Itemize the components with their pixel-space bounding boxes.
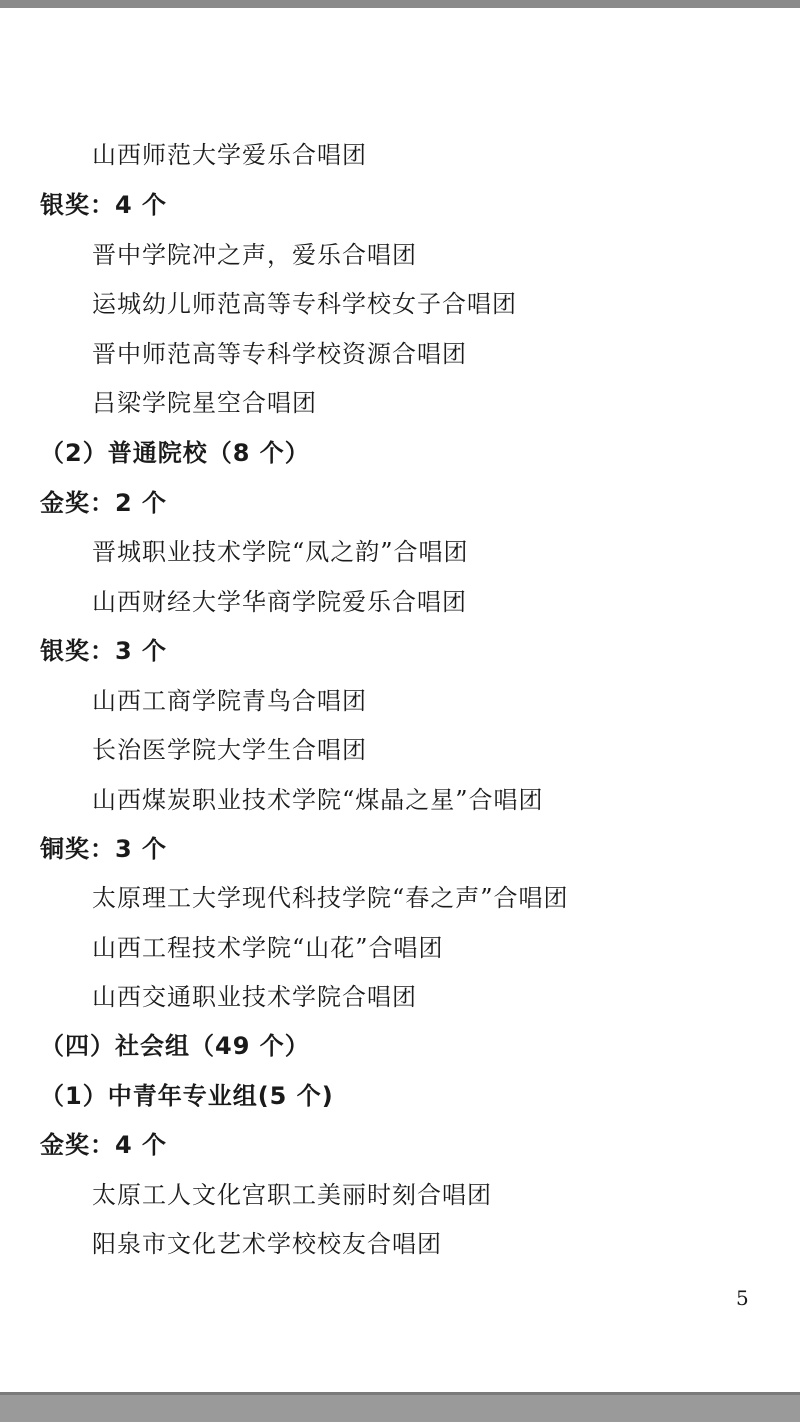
list-item: 阳泉市文化艺术学校校友合唱团 bbox=[92, 1230, 442, 1258]
list-item: 山西师范大学爱乐合唱团 bbox=[92, 141, 367, 169]
list-item: 长治医学院大学生合唱团 bbox=[92, 736, 367, 764]
section-heading-professional-group: （1）中青年专业组(5 个) bbox=[40, 1082, 334, 1110]
award-heading-gold: 金奖：4 个 bbox=[40, 1131, 168, 1159]
bottom-border-edge bbox=[0, 1392, 800, 1395]
award-heading-bronze: 铜奖：3 个 bbox=[40, 835, 168, 863]
list-item: 晋城职业技术学院“凤之韵”合唱团 bbox=[92, 538, 469, 566]
list-item: 吕梁学院星空合唱团 bbox=[92, 389, 317, 417]
bottom-border bbox=[0, 1392, 800, 1422]
top-border bbox=[0, 0, 800, 8]
page-number: 5 bbox=[736, 1286, 749, 1310]
list-item: 晋中学院冲之声，爱乐合唱团 bbox=[92, 241, 417, 269]
award-heading-silver: 银奖：3 个 bbox=[40, 637, 168, 665]
list-item: 山西工程技术学院“山花”合唱团 bbox=[92, 934, 444, 962]
list-item: 山西工商学院青鸟合唱团 bbox=[92, 687, 367, 715]
award-heading-gold: 金奖：2 个 bbox=[40, 489, 168, 517]
award-heading-silver: 银奖：4 个 bbox=[40, 191, 168, 219]
list-item: 山西财经大学华商学院爱乐合唱团 bbox=[92, 588, 467, 616]
list-item: 太原理工大学现代科技学院“春之声”合唱团 bbox=[92, 884, 569, 912]
list-item: 山西交通职业技术学院合唱团 bbox=[92, 983, 417, 1011]
list-item: 运城幼儿师范高等专科学校女子合唱团 bbox=[92, 290, 517, 318]
list-item: 山西煤炭职业技术学院“煤晶之星”合唱团 bbox=[92, 786, 544, 814]
section-heading-regular-colleges: （2）普通院校（8 个） bbox=[40, 439, 310, 467]
list-item: 太原工人文化宫职工美丽时刻合唱团 bbox=[92, 1181, 492, 1209]
section-heading-society-group: （四）社会组（49 个） bbox=[40, 1032, 310, 1060]
list-item: 晋中师范高等专科学校资源合唱团 bbox=[92, 340, 467, 368]
